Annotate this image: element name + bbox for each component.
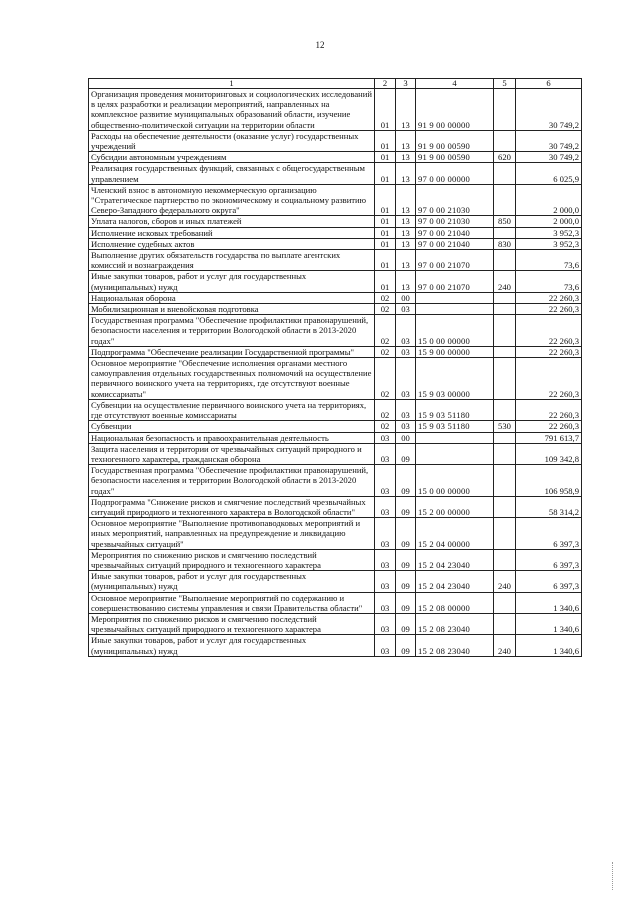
row-subsection: 09 [396, 443, 416, 464]
table-row [89, 130, 582, 151]
row-name: Иные закупки товаров, работ и услуг для государственных (муниципальных) нужд [89, 271, 375, 292]
table-row [89, 315, 582, 347]
table-row [89, 292, 582, 303]
row-subsection: 13 [396, 271, 416, 292]
row-target-article: 15 9 00 00000 [416, 346, 494, 357]
row-amount: 109 342,8 [516, 443, 582, 464]
row-name: Защита населения и территории от чрезвычайных ситуаций природного и техногенного характера, гражданская оборона [89, 443, 375, 464]
row-expense-type: 620 [494, 152, 516, 163]
row-subsection: 13 [396, 250, 416, 271]
row-section: 01 [375, 184, 396, 216]
row-name: Основное мероприятие "Выполнение противопаводковых мероприятий и иных мероприятий, направленных на предупреждение и ликвидацию чрезвычайных ситуаций" [89, 518, 375, 550]
row-expense-type [494, 549, 516, 570]
row-subsection: 03 [396, 358, 416, 400]
row-name: Субсидии автономным учреждениям [89, 152, 375, 163]
row-amount: 3 952,3 [516, 227, 582, 238]
row-expense-type [494, 315, 516, 347]
row-section: 03 [375, 518, 396, 550]
row-subsection: 13 [396, 184, 416, 216]
row-section: 02 [375, 346, 396, 357]
table-row [89, 250, 582, 271]
row-amount: 73,6 [516, 250, 582, 271]
row-expense-type [494, 292, 516, 303]
row-expense-type [494, 443, 516, 464]
row-target-article: 97 0 00 21040 [416, 238, 494, 249]
row-expense-type [494, 496, 516, 517]
row-section: 03 [375, 443, 396, 464]
row-name: Субвенции на осуществление первичного воинского учета на территориях, где отсутствуют военные комиссариаты [89, 399, 375, 420]
row-section: 02 [375, 399, 396, 420]
row-target-article: 15 0 00 00000 [416, 465, 494, 497]
row-target-article: 97 0 00 21030 [416, 216, 494, 227]
table-row [89, 571, 582, 592]
row-target-article: 97 0 00 00000 [416, 163, 494, 184]
row-subsection: 03 [396, 315, 416, 347]
row-amount: 58 314,2 [516, 496, 582, 517]
row-subsection: 09 [396, 635, 416, 656]
row-target-article [416, 432, 494, 443]
row-section: 03 [375, 635, 396, 656]
row-target-article [416, 304, 494, 315]
row-subsection: 09 [396, 465, 416, 497]
header-col-6: 6 [516, 79, 582, 89]
row-expense-type [494, 346, 516, 357]
row-amount: 1 340,6 [516, 635, 582, 656]
row-amount: 6 397,3 [516, 518, 582, 550]
row-section: 03 [375, 592, 396, 613]
row-name: Выполнение других обязательств государства по выплате агентских комиссий и вознаграждения [89, 250, 375, 271]
row-subsection: 09 [396, 496, 416, 517]
page-number: 12 [315, 40, 325, 50]
row-target-article: 15 2 04 23040 [416, 549, 494, 570]
row-expense-type [494, 465, 516, 497]
row-subsection: 09 [396, 549, 416, 570]
row-amount: 22 260,3 [516, 315, 582, 347]
row-target-article: 15 9 03 51180 [416, 421, 494, 432]
table-row [89, 432, 582, 443]
row-section: 02 [375, 421, 396, 432]
row-expense-type [494, 399, 516, 420]
row-section: 02 [375, 358, 396, 400]
row-name: Основное мероприятие "Обеспечение исполнения органами местного самоуправления отдельных государственных полномочий на осуществление первичного воинского учета на территориях, где отсутствуют военные комиссариаты" [89, 358, 375, 400]
table-row [89, 635, 582, 656]
table-row [89, 227, 582, 238]
table-row [89, 421, 582, 432]
row-section: 03 [375, 496, 396, 517]
row-section: 03 [375, 549, 396, 570]
row-name: Подпрограмма "Снижение рисков и смягчение последствий чрезвычайных ситуаций природного и техногенного характера в Вологодской области" [89, 496, 375, 517]
table-row [89, 358, 582, 400]
row-section: 01 [375, 216, 396, 227]
row-target-article: 15 2 08 23040 [416, 613, 494, 634]
row-section: 02 [375, 304, 396, 315]
row-subsection: 13 [396, 238, 416, 249]
row-amount: 2 000,0 [516, 184, 582, 216]
row-section: 01 [375, 89, 396, 131]
table-row [89, 443, 582, 464]
row-name: Иные закупки товаров, работ и услуг для государственных (муниципальных) нужд [89, 635, 375, 656]
row-name: Государственная программа "Обеспечение профилактики правонарушений, безопасности населения и территории Вологодской области в 2013-2020 годах" [89, 465, 375, 497]
row-amount: 30 749,2 [516, 130, 582, 151]
row-expense-type [494, 163, 516, 184]
row-subsection: 13 [396, 89, 416, 131]
row-name: Иные закупки товаров, работ и услуг для государственных (муниципальных) нужд [89, 571, 375, 592]
table-row [89, 399, 582, 420]
table-row [89, 518, 582, 550]
row-expense-type: 530 [494, 421, 516, 432]
row-section: 01 [375, 271, 396, 292]
row-name: Исполнение исковых требований [89, 227, 375, 238]
table-row [89, 304, 582, 315]
row-expense-type [494, 518, 516, 550]
row-section: 01 [375, 130, 396, 151]
row-amount: 106 958,9 [516, 465, 582, 497]
row-target-article: 91 9 00 00590 [416, 152, 494, 163]
row-subsection: 09 [396, 592, 416, 613]
row-subsection: 00 [396, 432, 416, 443]
row-target-article: 97 0 00 21040 [416, 227, 494, 238]
row-subsection: 09 [396, 518, 416, 550]
row-name: Основное мероприятие "Выполнение мероприятий по содержанию и совершенствованию системы управления и связи Правительства области" [89, 592, 375, 613]
row-target-article: 15 2 08 00000 [416, 592, 494, 613]
row-subsection: 03 [396, 399, 416, 420]
row-expense-type [494, 227, 516, 238]
row-name: Мероприятия по снижению рисков и смягчению последствий чрезвычайных ситуаций природного и техногенного характера [89, 549, 375, 570]
row-expense-type: 240 [494, 271, 516, 292]
row-amount: 2 000,0 [516, 216, 582, 227]
row-amount: 22 260,3 [516, 292, 582, 303]
row-name: Мобилизационная и вневойсковая подготовка [89, 304, 375, 315]
row-amount: 30 749,2 [516, 152, 582, 163]
row-target-article [416, 443, 494, 464]
row-subsection: 13 [396, 216, 416, 227]
row-expense-type: 240 [494, 571, 516, 592]
row-target-article [416, 292, 494, 303]
row-amount: 1 340,6 [516, 592, 582, 613]
row-target-article: 15 2 00 00000 [416, 496, 494, 517]
row-amount: 22 260,3 [516, 421, 582, 432]
row-amount: 22 260,3 [516, 358, 582, 400]
row-section: 01 [375, 238, 396, 249]
table-row [89, 163, 582, 184]
table-row [89, 216, 582, 227]
table-row [89, 549, 582, 570]
row-expense-type [494, 250, 516, 271]
row-expense-type [494, 304, 516, 315]
row-target-article: 97 0 00 21030 [416, 184, 494, 216]
row-expense-type [494, 432, 516, 443]
row-target-article: 15 2 04 00000 [416, 518, 494, 550]
row-target-article: 97 0 00 21070 [416, 250, 494, 271]
row-expense-type: 830 [494, 238, 516, 249]
row-expense-type [494, 130, 516, 151]
row-target-article: 15 2 08 23040 [416, 635, 494, 656]
table-row [89, 184, 582, 216]
row-target-article: 91 9 00 00000 [416, 89, 494, 131]
row-name: Уплата налогов, сборов и иных платежей [89, 216, 375, 227]
row-expense-type: 240 [494, 635, 516, 656]
row-subsection: 09 [396, 613, 416, 634]
row-target-article: 15 2 04 23040 [416, 571, 494, 592]
header-col-2: 2 [375, 79, 396, 89]
row-subsection: 03 [396, 304, 416, 315]
margin-mark [612, 862, 625, 890]
row-name: Национальная оборона [89, 292, 375, 303]
table-row [89, 89, 582, 131]
row-expense-type [494, 184, 516, 216]
table-row [89, 238, 582, 249]
row-name: Субвенции [89, 421, 375, 432]
row-subsection: 13 [396, 152, 416, 163]
row-section: 03 [375, 432, 396, 443]
table-row [89, 613, 582, 634]
row-section: 01 [375, 227, 396, 238]
table-row [89, 592, 582, 613]
row-subsection: 03 [396, 421, 416, 432]
row-target-article: 15 0 00 00000 [416, 315, 494, 347]
header-row [89, 79, 582, 89]
row-expense-type [494, 592, 516, 613]
row-name: Расходы на обеспечение деятельности (оказание услуг) государственных учреждений [89, 130, 375, 151]
row-subsection: 09 [396, 571, 416, 592]
header-col-4: 4 [416, 79, 494, 89]
row-name: Членский взнос в автономную некоммерческую организацию "Стратегическое партнерство по экономическому и социальному развитию Северо-Западного федерального округа" [89, 184, 375, 216]
row-section: 01 [375, 250, 396, 271]
row-name: Государственная программа "Обеспечение профилактики правонарушений, безопасности населения и территории Вологодской области в 2013-2020 годах" [89, 315, 375, 347]
row-section: 02 [375, 315, 396, 347]
row-expense-type [494, 89, 516, 131]
row-amount: 22 260,3 [516, 304, 582, 315]
row-name: Подпрограмма "Обеспечение реализации Государственной программы" [89, 346, 375, 357]
row-name: Исполнение судебных актов [89, 238, 375, 249]
row-amount: 73,6 [516, 271, 582, 292]
row-amount: 3 952,3 [516, 238, 582, 249]
row-expense-type [494, 613, 516, 634]
row-subsection: 13 [396, 163, 416, 184]
row-name: Организация проведения мониторинговых и социологических исследований в целях разработки и реализации мероприятий, направленных на комплексное развитие муниципальных образований области, изучение общественно-политической ситуации на территории области [89, 89, 375, 131]
row-name: Мероприятия по снижению рисков и смягчению последствий чрезвычайных ситуаций природного и техногенного характера [89, 613, 375, 634]
row-amount: 6 397,3 [516, 549, 582, 570]
table-row [89, 496, 582, 517]
table-row [89, 271, 582, 292]
table-row [89, 465, 582, 497]
budget-table [88, 78, 582, 657]
row-name: Реализация государственных функций, связанных с общегосударственным управлением [89, 163, 375, 184]
header-col-3: 3 [396, 79, 416, 89]
row-expense-type [494, 358, 516, 400]
row-subsection: 00 [396, 292, 416, 303]
row-amount: 30 749,2 [516, 89, 582, 131]
row-target-article: 91 9 00 00590 [416, 130, 494, 151]
table-row [89, 346, 582, 357]
row-section: 01 [375, 152, 396, 163]
row-amount: 22 260,3 [516, 346, 582, 357]
row-name: Национальная безопасность и правоохранительная деятельность [89, 432, 375, 443]
header-col-5: 5 [494, 79, 516, 89]
row-target-article: 15 9 03 00000 [416, 358, 494, 400]
header-col-1: 1 [89, 79, 375, 89]
row-amount: 6 025,9 [516, 163, 582, 184]
row-amount: 791 613,7 [516, 432, 582, 443]
row-section: 02 [375, 292, 396, 303]
row-section: 01 [375, 163, 396, 184]
row-amount: 22 260,3 [516, 399, 582, 420]
row-target-article: 97 0 00 21070 [416, 271, 494, 292]
row-amount: 6 397,3 [516, 571, 582, 592]
row-section: 03 [375, 465, 396, 497]
row-subsection: 13 [396, 130, 416, 151]
row-section: 03 [375, 613, 396, 634]
table-row [89, 152, 582, 163]
row-target-article: 15 9 03 51180 [416, 399, 494, 420]
row-expense-type: 850 [494, 216, 516, 227]
row-amount: 1 340,6 [516, 613, 582, 634]
row-section: 03 [375, 571, 396, 592]
row-subsection: 03 [396, 346, 416, 357]
row-subsection: 13 [396, 227, 416, 238]
